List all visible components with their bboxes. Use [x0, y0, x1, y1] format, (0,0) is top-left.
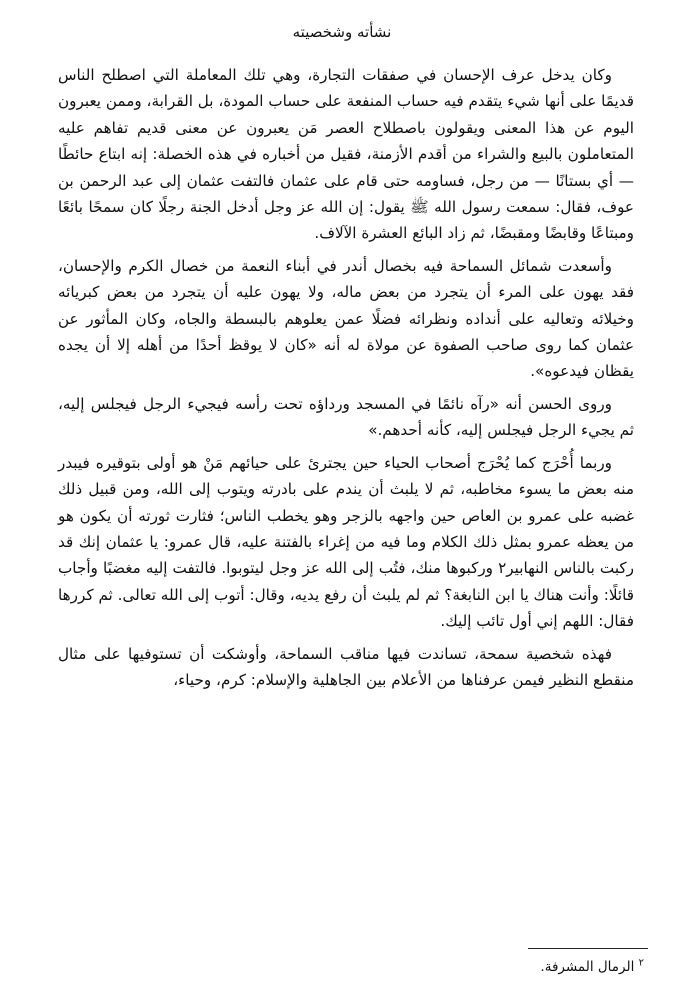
footnote-divider: [528, 948, 648, 949]
footnote-text: الرمال المشرفة.: [540, 959, 635, 975]
paragraph: وربما أُحْرَج كما يُحْرَج أصحاب الحياء حين يجترئ على حيائهم مَنْ هو أولى بتوقيره فيبدر منه بعض ما يسوء مخاطبه، ثم لا يلبث أن يندم على بادرته ويتوب إلى الله، ومن قبيل ذلك غضبه على عمرو بن العاص حين واجهه بالزجر وهو يخطب الناس؛ فثارت ثورته أن يكون هو من يعظه عمرو بمثل ذلك الكلام وما فيه من إغراء بالفتنة عليه، قال عمرو: يا عثمان إنك قد ركبت بالناس النهابير٢ وركبوها منك، فتُب إلى الله عز وجل ليتوبوا. فالتفت إليه مغضبًا وأجاب قائلًا: وأنت هناك يا ابن النابغة؟ ثم لم يلبث أن رفع يديه، وقال: أتوب إلى الله تعالى. ثم كررها فقال: اللهم إني أول تائب إليك.: [58, 453, 634, 631]
body-text: [58, 62, 634, 699]
paragraph: فهذه شخصية سمحة، تساندت فيها مناقب السماحة، وأوشكت أن تستوفيها على مثال منقطع النظير فيمن عرفناها من الأعلام بين الجاهلية والإسلام: كرم، وحياء،: [58, 644, 634, 689]
paragraph: وأسعدت شمائل السماحة فيه بخصال أندر في أبناء النعمة من خصال الكرم والإحسان، فقد يهون على المرء أن يتجرد من بعض ماله، ولا يهون عليه أن يتجرد من بعض كبريائه وخيلائه وتعاليه على أنداده ونظرائه فضلًا عمن يعلوهم بالبسطة والجاه، وكان المأثور عن عثمان كما روى صاحب الصفوة عن مولاة له أنه «كان لا يوقظ أحدًا من أهله إلا أن يجده يقظان فيدعوه».: [58, 256, 634, 381]
paragraph: وروى الحسن أنه «رآه نائمًا في المسجد ورداؤه تحت رأسه فيجيء الرجل فيجلس إليه، ثم يجيء الرجل فيجلس إليه، كأنه أحدهم.»: [58, 394, 634, 440]
running-header: نشأته وشخصيته: [292, 23, 392, 41]
footnote: [244, 956, 644, 978]
paragraph: وكان يدخل عرف الإحسان في صفقات التجارة، وهي تلك المعاملة التي اصطلح الناس قديمًا على أنها شيء يتقدم فيه حساب المنفعة على حساب المودة، بل القرابة، وممن يعبرون اليوم عن هذا المعنى ويقولون باصطلاح العصر مَن يعبرون عن معنى قديم تفاهم عليه المتعاملون بالبيع والشراء من أقدم الأزمنة، فقيل من أخباره في هذه الخصلة: إنه ابتاع حائطًا — أي بستانًا — من رجل، فساومه حتى قام على عثمان فالتفت عثمان إلى عبد الرحمن بن عوف، فقال: سمعت رسول الله ﷺ يقول: إن الله عز وجل أدخل الجنة رجلًا كان سمحًا بائعًا ومبتاعًا وقابضًا ومقبضًا، ثم زاد البائع العشرة الآلاف.: [58, 66, 634, 243]
footnote-marker: ٢: [638, 957, 644, 969]
